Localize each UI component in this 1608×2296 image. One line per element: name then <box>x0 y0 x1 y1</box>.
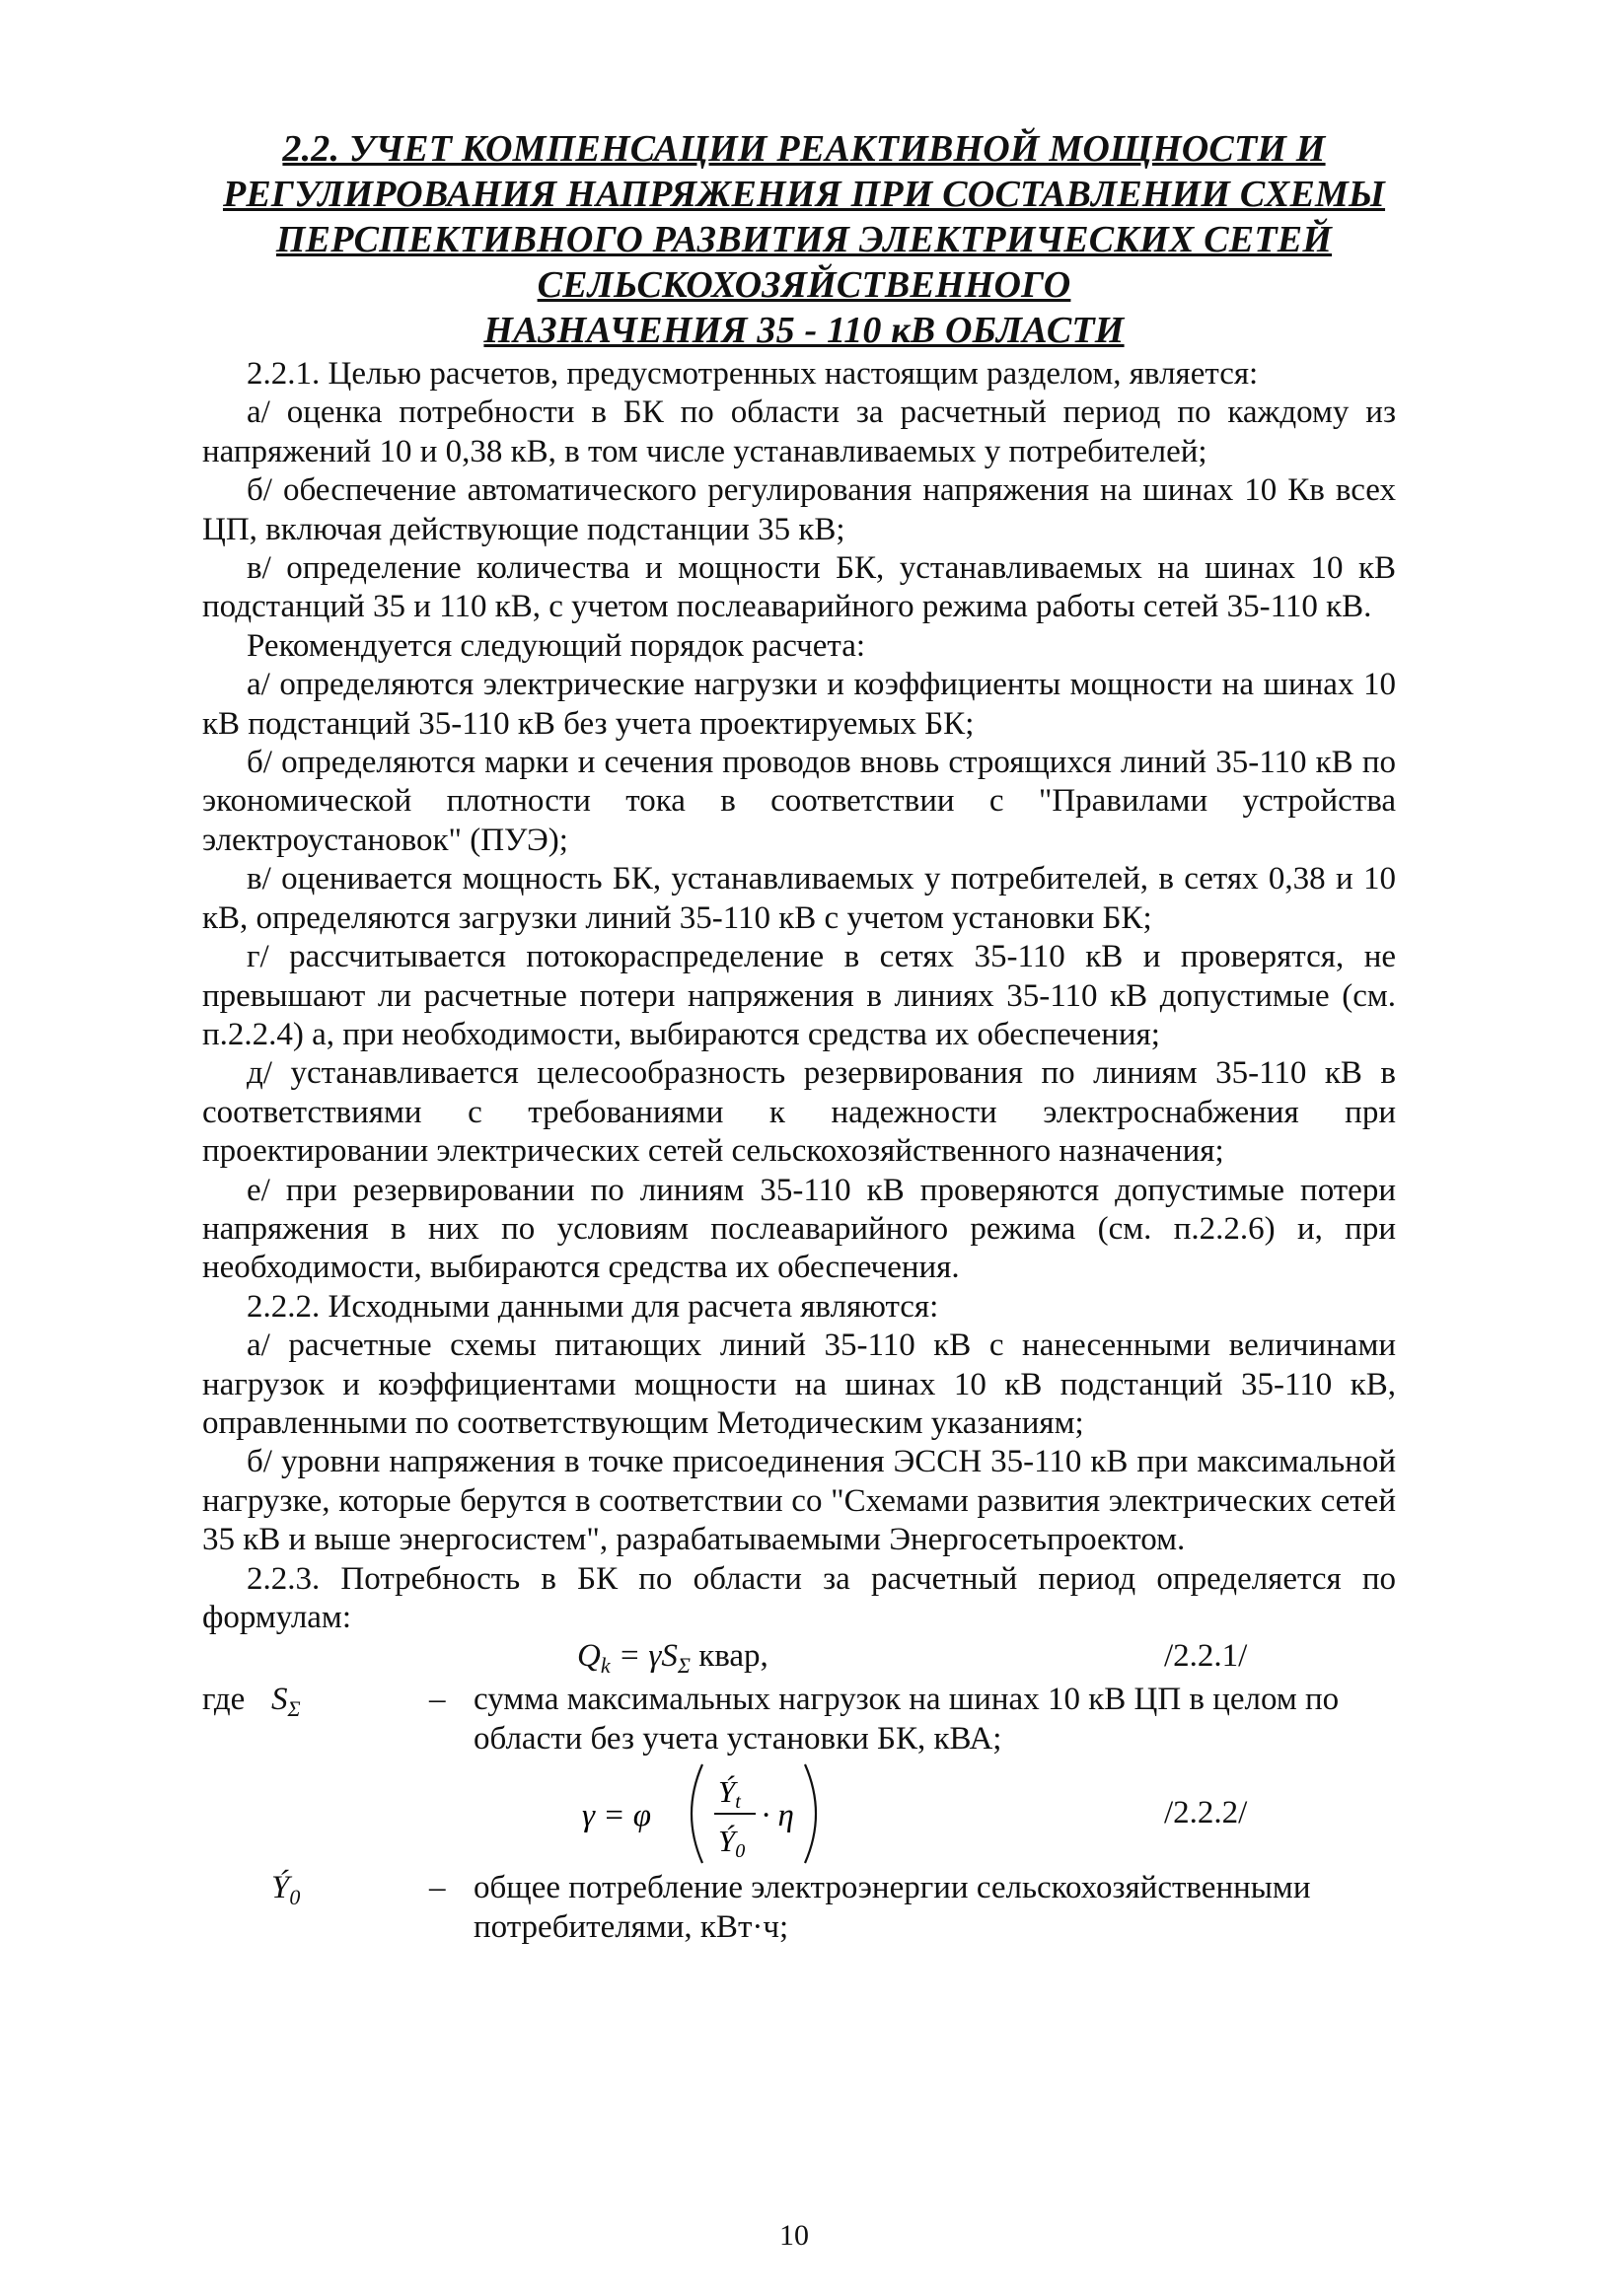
definition-s-sigma <box>202 1681 1396 1758</box>
right-paren <box>805 1764 816 1863</box>
definition-symbol: $S_\Sigma$ <box>271 1682 301 1722</box>
title-line-2: РЕГУЛИРОВАНИЯ НАПРЯЖЕНИЯ ПРИ СОСТАВЛЕНИИ СХЕМЫ <box>222 174 1386 215</box>
paragraph-procedure-v: в/ оценивается мощность БК, устанавливаемых у потребителей, в сетях 0,38 и 10 кВ, определяются загрузки линий 35-110 кВ с учетом установки БК; <box>202 861 1396 936</box>
paragraph-input-a: а/ расчетные схемы питающих линий 35-110 кВ с нанесенными величинами нагрузок и коэффициентами мощности на шинах 10 кВ подстанций 35-110 кВ, оправленными по соответствующим Методическим указаниям; <box>202 1327 1396 1441</box>
title-line-3: ПЕРСПЕКТИВНОГО РАЗВИТИЯ ЭЛЕКТРИЧЕСКИХ СЕТЕЙ <box>275 219 1333 260</box>
paragraph-input-b: б/ уровни напряжения в точке присоединения ЭССН 35-110 кВ при максимальной нагрузке, которые берутся в соответствии со "Схемами развития электрических сетей 35 кВ и выше энергосистем", разрабатываемыми Энергосетьпроектом. <box>202 1444 1396 1558</box>
fraction-denominator: Ý0 <box>718 1824 746 1863</box>
formula-2-2-2-expression <box>582 1758 908 1869</box>
page-number: 10 <box>779 2219 809 2252</box>
paragraph-item-a: а/ оценка потребности в БК по области за расчетный период по каждому из напряжений 10 и 0,38 кВ, в том числе устанавливаемых у потребителей; <box>202 395 1396 469</box>
formula-lhs: γ = φ <box>582 1798 652 1834</box>
definition-text: сумма максимальных нагрузок на шинах 10 кВ ЦП в целом по области без учета установки БК, кВА; <box>474 1682 1340 1757</box>
formula-2-2-2-number: /2.2.2/ <box>1164 1795 1248 1831</box>
paragraph-2-2-2: 2.2.2. Исходными данными для расчета являются: <box>247 1288 939 1325</box>
paragraph-procedure-e: е/ при резервировании по линиям 35-110 кВ проверяются допустимые потери напряжения в них по условиям послеаварийного режима (см. п.2.2.6) и, при необходимости, выбираются средства их обеспечения. <box>202 1172 1396 1286</box>
formula-tail: · η <box>762 1798 794 1834</box>
title-line-4: СЕЛЬСКОХОЗЯЙСТВЕННОГО <box>537 264 1071 306</box>
paragraph-procedure-d: д/ устанавливается целесообразность резервирования по линиям 35-110 кВ в соответствиями с требованиями к надежности электроснабжения при проектировании электрических сетей сельскохозяйственного назначения; <box>202 1055 1396 1170</box>
paragraph-procedure-a: а/ определяются электрические нагрузки и коэффициенты мощности на шинах 10 кВ подстанций 35-110 кВ без учета проектируемых БК; <box>202 667 1396 742</box>
fraction-numerator: Ýt <box>718 1774 741 1814</box>
formula-2-2-1-expression: $Q_k = \gamma S_\Sigma$ квар, <box>577 1638 768 1679</box>
paragraph-procedure-b: б/ определяются марки и сечения проводов вновь строящихся линий 35-110 кВ по экономической плотности тока в соответствии с "Правилами устройства электроустановок" (ПУЭ); <box>202 745 1396 858</box>
formula-2-2-2 <box>202 1758 1396 1869</box>
paragraph-item-b: б/ обеспечение автоматического регулирования напряжения на шинах 10 Кв всех ЦП, включая действующие подстанции 35 кВ; <box>202 472 1396 547</box>
formula-2-2-1-number: /2.2.1/ <box>1164 1638 1248 1675</box>
definition-symbol: $Ý_0$ <box>271 1870 301 1910</box>
definition-dash: – <box>429 1682 446 1718</box>
definition-dash: – <box>429 1870 446 1906</box>
formula-2-2-1 <box>202 1637 1396 1681</box>
paragraph-procedure-g: г/ рассчитывается потокораспределение в сетях 35-110 кВ и проверятся, не превышают ли расчетные потери напряжения в линиях 35-110 кВ допустимые (см. п.2.2.4) а, при необходимости, выбираются средства их обеспечения; <box>202 939 1396 1052</box>
left-paren <box>692 1764 702 1863</box>
definition-label-where: где <box>202 1682 246 1718</box>
body-text <box>202 355 1396 1947</box>
title-line-5: НАЗНАЧЕНИЯ 35 - 110 кВ ОБЛАСТИ <box>483 310 1125 351</box>
paragraph-item-v: в/ определение количества и мощности БК, устанавливаемых на шинах 10 кВ подстанций 35 и 110 кВ, с учетом послеаварийного режима работы сетей 35-110 кВ. <box>202 550 1396 625</box>
paragraph-2-2-1: 2.2.1. Целью расчетов, предусмотренных настоящим разделом, является: <box>247 356 1259 392</box>
definition-text: общее потребление электроэнергии сельскохозяйственными потребителями, кВт·ч; <box>474 1870 1311 1945</box>
title-line-1: 2.2. УЧЕТ КОМПЕНСАЦИИ РЕАКТИВНОЙ МОЩНОСТИ И <box>282 128 1326 170</box>
paragraph-2-2-3: 2.2.3. Потребность в БК по области за расчетный период определяется по формулам: <box>202 1560 1396 1635</box>
definition-y0 <box>202 1869 1396 1947</box>
paragraph-procedure-intro: Рекомендуется следующий порядок расчета: <box>247 627 866 664</box>
section-title <box>197 126 1411 353</box>
